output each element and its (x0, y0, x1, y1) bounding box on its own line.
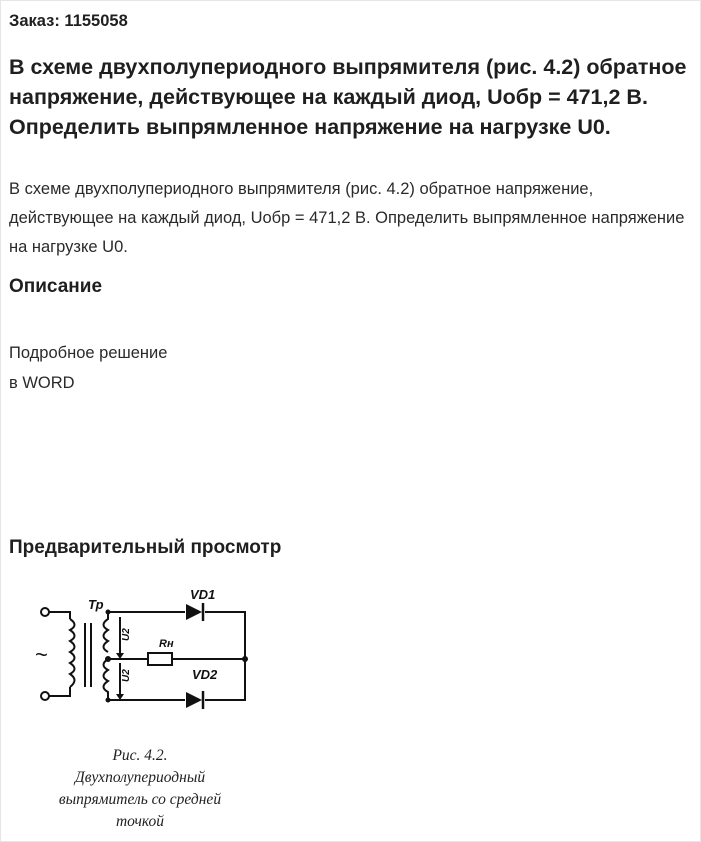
input-terminal-top (41, 608, 49, 616)
label-u2-top: U2 (121, 628, 132, 641)
label-load: Rн (159, 638, 174, 650)
label-transformer: Тр (88, 597, 104, 612)
label-vd2: VD2 (192, 667, 218, 682)
figure-caption (25, 745, 255, 833)
solution-line-1: Подробное решение (9, 344, 168, 362)
task-description: В схеме двухполупериодного выпрямителя (рис. 4.2) обратное напряжение, действующее на каждый диод, Uобр = 471,2 В. Определить выпрямленное напряжение на нагрузке U0. (9, 180, 685, 256)
label-vd1: VD1 (190, 587, 216, 602)
solution-text (9, 338, 167, 398)
order-number: Заказ: 1155058 (9, 12, 128, 30)
primary-winding (70, 619, 75, 687)
diode-vd1 (186, 603, 203, 621)
caption-line-1: Рис. 4.2. (112, 747, 168, 764)
rectifier-schematic (30, 575, 260, 720)
caption-line-3: выпрямитель со средней (58, 791, 222, 808)
page-title: В схеме двухполупериодного выпрямителя (рис. 4.2) обратное напряжение, действующее на каждый диод, Uобр = 471,2 В. Определить выпрямленное напряжение на нагрузке U0. (9, 55, 687, 139)
caption-line-4: точкой (115, 813, 165, 830)
load-resistor (148, 653, 172, 665)
solution-line-2: в WORD (9, 374, 75, 392)
description-heading: Описание (9, 276, 103, 297)
schematic-svg (30, 575, 260, 720)
input-terminal-bottom (41, 692, 49, 700)
secondary-winding (104, 612, 109, 700)
label-u2-bottom: U2 (121, 669, 132, 682)
caption-line-2: Двухполупериодный (74, 769, 206, 786)
diode-vd2 (186, 691, 203, 709)
label-ac-source: ~ (35, 642, 48, 667)
preview-heading: Предварительный просмотр (9, 537, 282, 558)
